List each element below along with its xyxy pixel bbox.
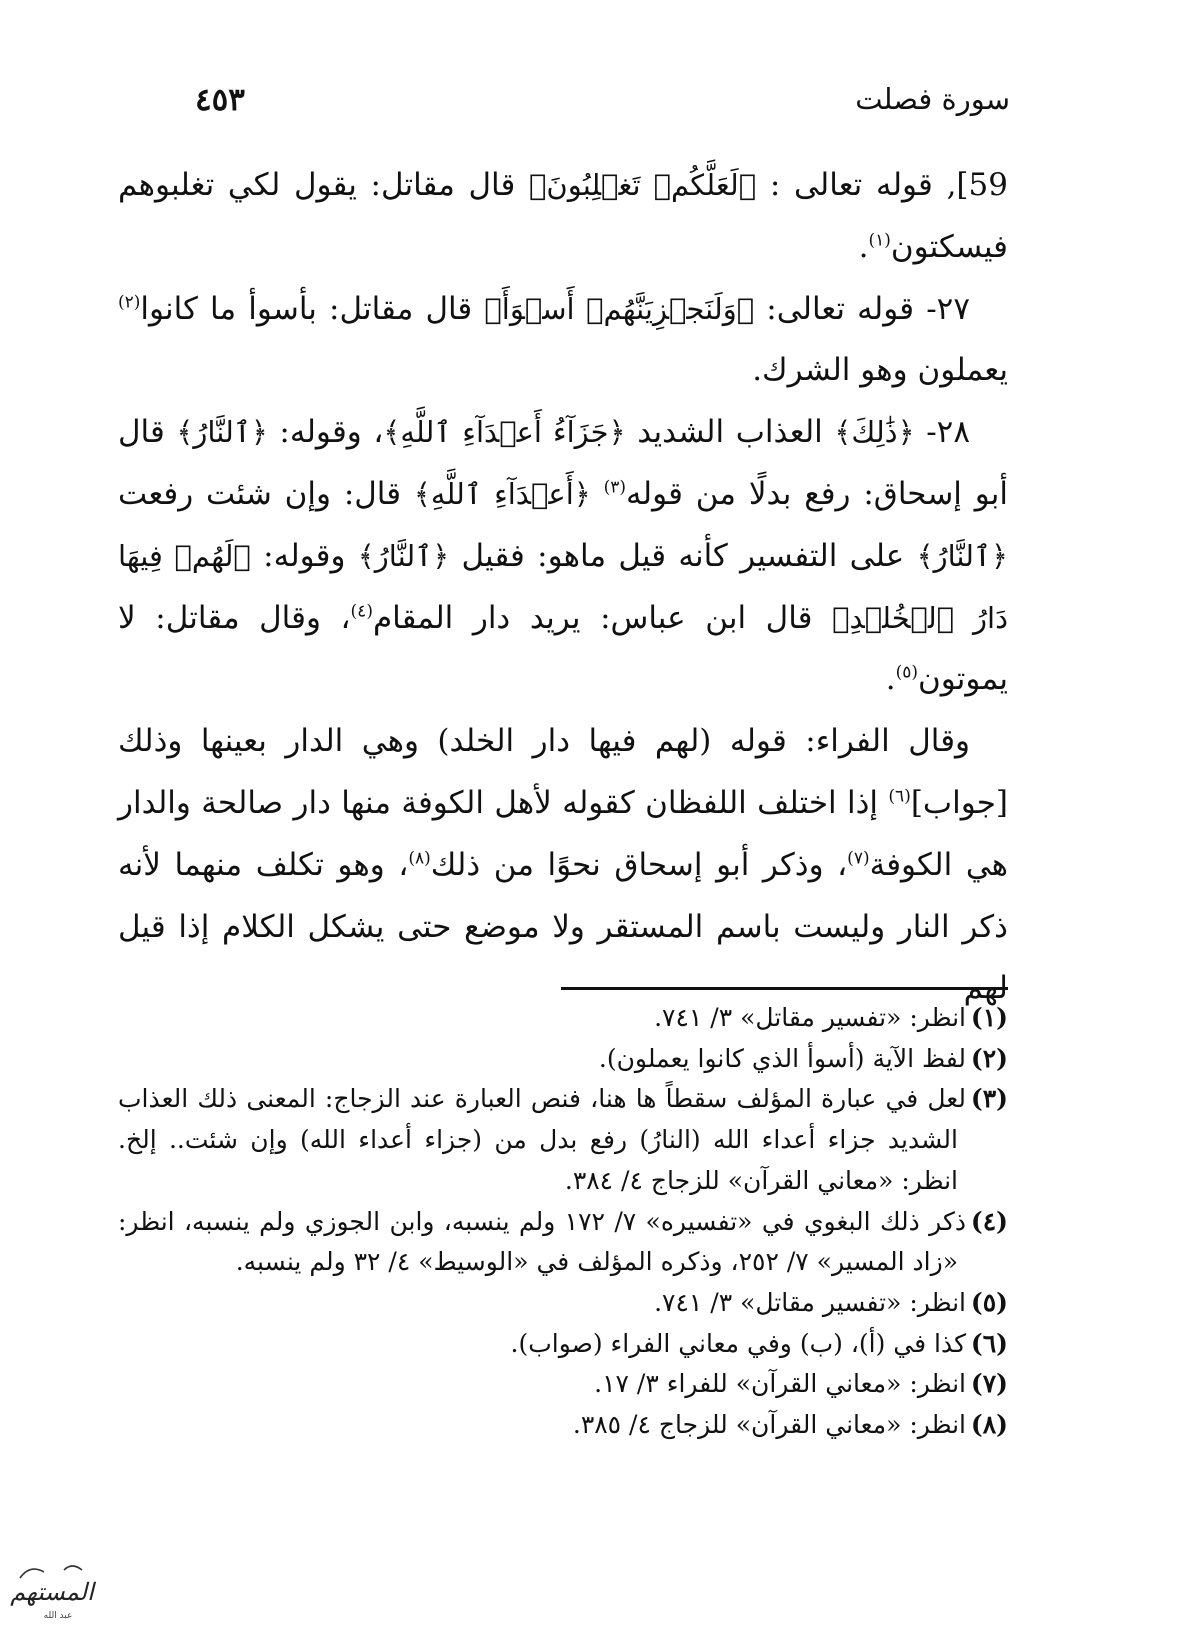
quran-quote: ﴿ذَٰلِكَ﴾ [834,415,915,450]
footnote-ref: (٧) [847,848,870,869]
text-paragraph [118,402,1008,711]
main-text [118,155,1008,1020]
footnote [118,1283,1008,1324]
footnote-ref: (٨) [408,848,431,869]
text-paragraph [118,155,1008,279]
page-number: ٤٥٣ [195,82,245,118]
footnote-number: (٢) [970,1043,1008,1073]
text-run: قال مقاتل: يقول لكي تغلبوهم فيسكتون [118,167,1008,265]
footnote-text: انظر: «تفسير مقاتل» ٣/ ٧٤١. [654,1003,966,1032]
footnote-text: ذكر ذلك البغوي في «تفسيره» ٧/ ١٧٢ ولم ينسبه، وابن الجوزي ولم ينسبه، انظر: «زاد المسير» ٧/ ٢٥٢، وذكره المؤلف في «الوسيط» ٤/ ٣٢ ولم ينسبه. [118,1206,966,1277]
text-run: ، وقال مقاتل: لا يموتون [118,599,1008,698]
text-run: ، وقوله: [267,414,384,451]
text-run: يعملون وهو الشرك. [752,352,1008,389]
quran-quote: ﴿لَهُمۡ فِيهَا دَارُ ٱلۡخُلۡدِ﴾ [118,538,1009,635]
text-run: إذا اختلف اللفظان كقوله لأهل الكوفة منها دار صالحة والدار هي الكوفة [118,784,1009,883]
footnote-number: (٧) [970,1369,1008,1399]
text-run: قال أبو إسحاق: رفع بدلًا من قوله [118,414,1009,512]
footnote-ref: (٤) [350,601,373,622]
text-run: ، وهو تكلف منهما لأنه ذكر النار وليست باسم المستقر ولا موضع حتى يشكل الكلام إذا قيل لهم [118,846,1008,1007]
text-run: ٢٧- قوله تعالى: [754,290,970,327]
text-run: قال مقاتل: بأسوأ ما كانوا [140,290,485,327]
footnote-ref: (٦) [888,786,911,807]
text-paragraph [118,279,1008,403]
quran-quote: ﴿ٱلنَّارُ﴾ [357,538,450,573]
page-header [195,82,1010,122]
footnotes [118,998,1008,1446]
quran-quote: ﴿أَعۡدَآءِ ٱللَّهِ﴾ [413,476,591,511]
footnote [118,1039,1008,1080]
text-run: قال ابن عباس: يريد دار المقام [372,599,833,636]
text-paragraph [118,711,1008,1020]
footnote-text: انظر: «تفسير مقاتل» ٣/ ٧٤١. [654,1287,966,1317]
footnote-text: انظر: «معاني القرآن» للزجاج ٤/ ٣٨٥. [572,1410,966,1440]
text-run: وقال الفراء: قوله (لهم فيها دار الخلد) وهي الدار بعينها وذلك [جواب] [118,723,1008,821]
footnote-number: (٦) [970,1328,1008,1358]
footnote [118,998,1008,1039]
footnote-ref: (١) [868,230,891,251]
quran-quote: ﴿لَعَلَّكُمۡ تَغۡلِبُونَ﴾ [529,168,757,202]
footnote-number: (١) [970,1003,1008,1032]
footnote-text: لفظ الآية (أسوأ الذي كانوا يعملون). [598,1043,966,1073]
footnote [118,1079,1008,1201]
text-run: ، وذكر أبو إسحاق نحوًا من ذلك [430,846,848,883]
quran-quote: ﴿وَلَنَجۡزِيَنَّهُمۡ أَسۡوَأَ﴾ [484,291,755,326]
quran-quote: ﴿ٱلنَّارُ﴾ [176,415,268,450]
text-run [591,476,604,512]
text-run: قال: وإن شئت رفعت [118,475,414,512]
footnote [118,1324,1008,1365]
logo-small-text: عبد الله [43,1611,73,1621]
footnote-number: (٥) [970,1287,1008,1317]
text-run: ٢٨- [914,414,970,451]
text-run: العذاب الشديد [625,414,835,451]
footnote-number: (٣) [970,1084,1008,1114]
footnote-ref: (٥) [895,663,919,684]
footnote-number: (٨) [970,1410,1008,1440]
text-run: على التفسير كأنه قيل ماهو: فقيل [449,537,917,574]
footnote-separator [561,987,1008,990]
surah-title: سورة فصلت [855,82,1010,116]
footnote-text: انظر: «معاني القرآن» للفراء ٣/ ١٧. [594,1369,966,1399]
footnote [118,1364,1008,1405]
footnote-ref: (٣) [603,477,627,498]
text-run: وقوله: [250,537,358,574]
publisher-logo-icon [6,1556,98,1626]
footnote-ref: (٢) [118,292,141,313]
text-run: . [885,661,896,698]
text-run: 59], قوله تعالى : [756,167,1008,203]
quran-quote: ﴿ٱلنَّارُ﴾ [916,538,1008,573]
text-run: . [858,228,869,265]
logo-main-text: المستهم [10,1578,94,1606]
footnote-number: (٤) [970,1206,1008,1236]
footnote-text: لعل في عبارة المؤلف سقطاً ها هنا، فنص العبارة عند الزجاج: المعنى ذلك العذاب الشديد جزاء أعداء الله (النارُ) رفع بدل من (جزاء أعداء الله) وإن شئت.. إلخ. انظر: «معاني القرآن» للزجاج ٤/ ٣٨٤. [118,1084,966,1195]
footnote-text: كذا في (أ)، (ب) وفي معاني الفراء (صواب). [510,1328,966,1358]
footnote [118,1202,1008,1283]
footnote [118,1405,1008,1446]
quran-quote: ﴿جَزَآءُ أَعۡدَآءِ ٱللَّهِ﴾ [383,415,626,450]
